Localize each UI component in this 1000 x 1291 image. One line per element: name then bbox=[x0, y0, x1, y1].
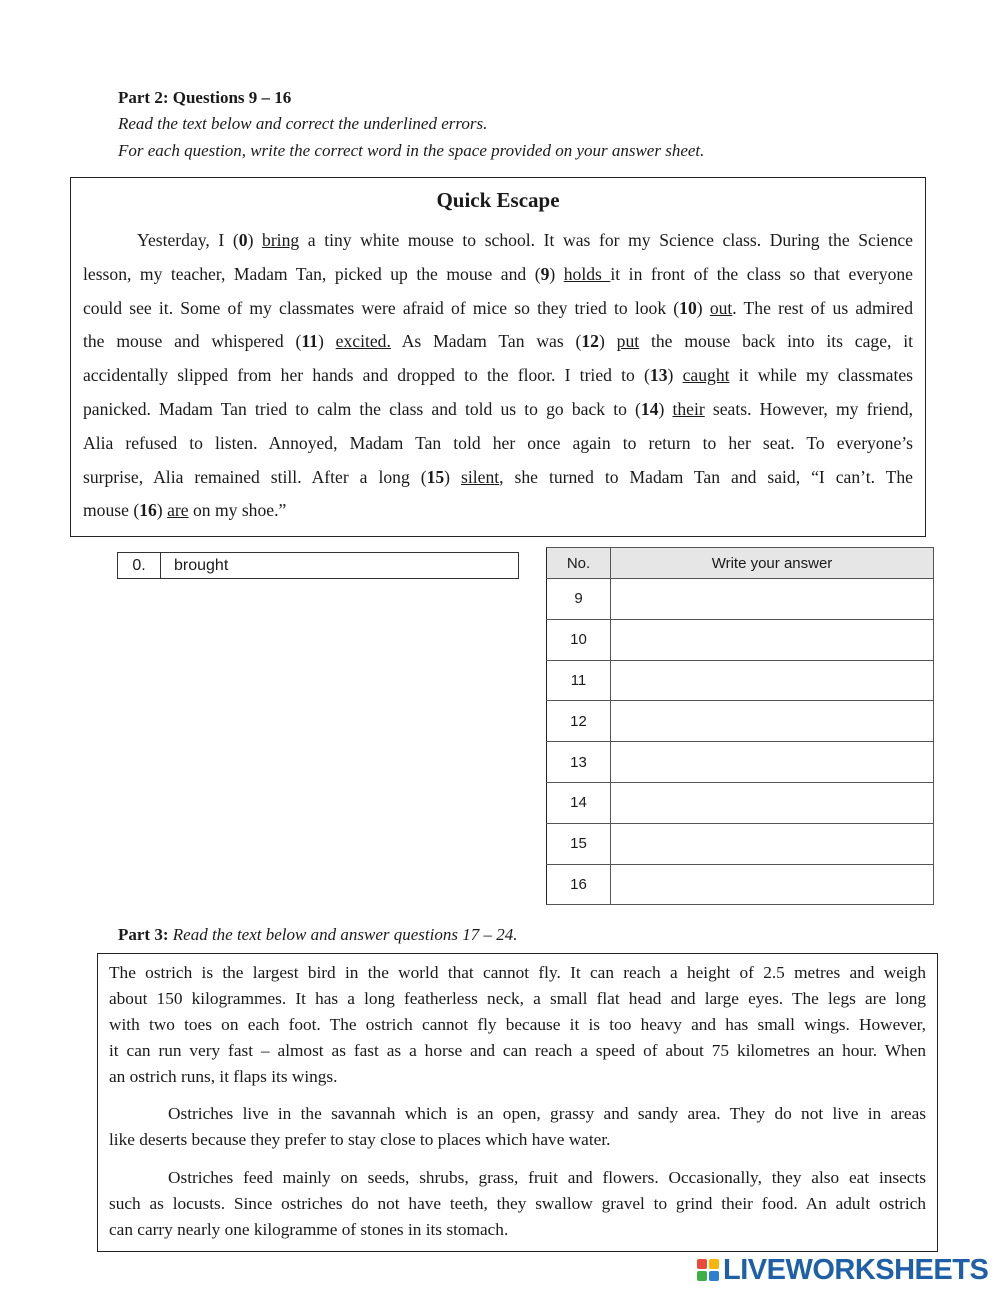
liveworksheets-logo-icon bbox=[697, 1259, 719, 1281]
story-text-segment: ) bbox=[667, 365, 683, 386]
question-number: 9 bbox=[540, 263, 550, 284]
story-text-segment: accidentally slipped from her hands and dropped to the floor. I tried to ( bbox=[83, 365, 650, 386]
answer-row bbox=[547, 660, 934, 701]
story-text-segment: ) bbox=[156, 500, 168, 521]
story-text-segment: , she turned to Madam Tan and said, “I can’t. The bbox=[499, 466, 913, 487]
story-text-segment: mouse ( bbox=[83, 500, 140, 521]
ostrich-paragraph bbox=[109, 960, 926, 1090]
ostrich-paragraph bbox=[109, 1101, 926, 1153]
story-line bbox=[83, 359, 913, 393]
story-line bbox=[83, 258, 913, 292]
story-box bbox=[70, 177, 926, 537]
part2-instruction-1: Read the text below and correct the underlined errors. bbox=[118, 114, 488, 133]
answer-row-number: 16 bbox=[547, 864, 611, 905]
story-title: Quick Escape bbox=[436, 188, 560, 212]
story-text-segment: a tiny white mouse to school. It was for my Science class. During the Science bbox=[299, 230, 913, 250]
answer-row bbox=[547, 742, 934, 783]
answer-input-cell[interactable] bbox=[611, 782, 934, 823]
story-line bbox=[83, 494, 913, 528]
story-line bbox=[83, 325, 913, 359]
story-text-segment: the mouse and whispered ( bbox=[83, 331, 302, 352]
story-text-segment: ) bbox=[549, 263, 564, 284]
story-line bbox=[83, 393, 913, 427]
story-text-segment: ) bbox=[598, 331, 617, 352]
story-text-segment: could see it. Some of my classmates were afraid of mice so they tried to look ( bbox=[83, 297, 680, 318]
question-number: 10 bbox=[679, 297, 697, 318]
story-line bbox=[83, 461, 913, 495]
underlined-error: bring bbox=[262, 230, 300, 250]
question-number: 15 bbox=[426, 466, 445, 487]
story-text-segment: surprise, Alia remained still. After a long ( bbox=[83, 466, 427, 487]
answer-input-cell[interactable] bbox=[611, 823, 934, 864]
story-text-segment: . The rest of us admired bbox=[732, 297, 913, 318]
part3-heading bbox=[118, 925, 517, 945]
ostrich-paragraph bbox=[109, 1165, 926, 1243]
underlined-error: silent bbox=[461, 466, 500, 487]
answer-input-cell[interactable] bbox=[611, 701, 934, 742]
answer-row bbox=[547, 579, 934, 620]
part3-label: Part 3: bbox=[118, 925, 169, 944]
answer-input-cell[interactable] bbox=[611, 579, 934, 620]
underlined-error: put bbox=[616, 331, 640, 352]
ostrich-line: like deserts because they prefer to stay close to places which have water. bbox=[109, 1130, 611, 1149]
question-number: 14 bbox=[640, 398, 659, 419]
underlined-error: their bbox=[672, 398, 705, 419]
part2-heading: Part 2: Questions 9 – 16 bbox=[118, 88, 292, 107]
answer-row-number: 11 bbox=[547, 660, 611, 701]
answer-row bbox=[547, 782, 934, 823]
story-text-segment: on my shoe.” bbox=[188, 500, 287, 521]
story-text-segment: ) bbox=[247, 230, 263, 250]
underlined-error: excited. bbox=[335, 331, 391, 352]
answer-row-number: 15 bbox=[547, 823, 611, 864]
answer-input-cell[interactable] bbox=[611, 864, 934, 905]
ostrich-line: an ostrich runs, it flaps its wings. bbox=[109, 1067, 338, 1086]
answer-table bbox=[546, 547, 934, 905]
underlined-error: are bbox=[167, 500, 189, 521]
answer-row-number: 10 bbox=[547, 619, 611, 660]
story-text-segment: lesson, my teacher, Madam Tan, picked up the mouse and ( bbox=[83, 263, 541, 284]
story-text bbox=[83, 224, 913, 528]
answer-table-header-no: No. bbox=[547, 548, 611, 579]
part2-instruction-2: For each question, write the correct word in the space provided on your answer sheet. bbox=[118, 141, 705, 160]
story-line bbox=[83, 224, 913, 258]
answer-row bbox=[547, 701, 934, 742]
liveworksheets-wordmark: LIVEWORKSHEETS bbox=[723, 1254, 989, 1286]
ostrich-text-box bbox=[97, 953, 938, 1252]
story-text-segment: ) bbox=[444, 466, 462, 487]
story-text-segment: ) bbox=[696, 297, 710, 318]
answer-row bbox=[547, 823, 934, 864]
answer-row-number: 14 bbox=[547, 782, 611, 823]
example-answer-box bbox=[117, 552, 519, 579]
story-text-segment: ) bbox=[317, 331, 336, 352]
answer-row-number: 12 bbox=[547, 701, 611, 742]
answer-row-number: 9 bbox=[547, 579, 611, 620]
story-text-segment: the mouse back into its cage, it bbox=[639, 331, 914, 352]
story-text-segment: Yesterday, I ( bbox=[137, 230, 239, 250]
ostrich-line: about 150 kilogrammes. It has a long featherless neck, a small flat head and large eyes. The legs are long bbox=[109, 989, 926, 1008]
ostrich-line: Ostriches live in the savannah which is an open, grassy and sandy area. They do not live in areas bbox=[168, 1104, 926, 1123]
ostrich-line: The ostrich is the largest bird in the world that cannot fly. It can reach a height of 2.5 metres and weigh bbox=[109, 963, 926, 982]
story-text-segment: it while my classmates bbox=[729, 365, 913, 386]
question-number: 16 bbox=[139, 500, 157, 521]
answer-input-cell[interactable] bbox=[611, 742, 934, 783]
underlined-error: caught bbox=[682, 365, 730, 386]
answer-input-cell[interactable] bbox=[611, 619, 934, 660]
underlined-error: out bbox=[709, 297, 733, 318]
question-number: 13 bbox=[649, 365, 668, 386]
example-number: 0. bbox=[118, 553, 161, 578]
question-number: 0 bbox=[238, 230, 248, 250]
story-text-segment: seats. However, my friend, bbox=[704, 398, 913, 419]
ostrich-line: such as locusts. Since ostriches do not have teeth, they swallow gravel to grind their food. An adult ostrich bbox=[109, 1194, 926, 1213]
answer-row bbox=[547, 619, 934, 660]
ostrich-line: with two toes on each foot. The ostrich cannot fly because it is too heavy and has small wings. However, bbox=[109, 1015, 926, 1034]
story-line bbox=[83, 427, 913, 461]
ostrich-line: can carry nearly one kilogramme of stones in its stomach. bbox=[109, 1220, 509, 1239]
answer-row bbox=[547, 864, 934, 905]
answer-input-cell[interactable] bbox=[611, 660, 934, 701]
question-number: 12 bbox=[581, 331, 599, 352]
story-text-segment: ) bbox=[658, 398, 673, 419]
ostrich-line: Ostriches feed mainly on seeds, shrubs, grass, fruit and flowers. Occasionally, they also eat insects bbox=[168, 1168, 926, 1187]
story-line bbox=[83, 292, 913, 326]
answer-table-header-answer: Write your answer bbox=[611, 548, 934, 579]
question-number: 11 bbox=[301, 331, 318, 352]
story-text-segment: panicked. Madam Tan tried to calm the class and told us to go back to ( bbox=[83, 398, 641, 419]
answer-row-number: 13 bbox=[547, 742, 611, 783]
ostrich-line: it can run very fast – almost as fast as a horse and can reach a speed of about 75 kilometres an hour. When bbox=[109, 1041, 926, 1060]
story-text-segment: Alia refused to listen. Annoyed, Madam Tan told her once again to return to her seat. To everyone’s bbox=[83, 432, 913, 453]
story-text-segment: As Madam Tan was ( bbox=[390, 331, 582, 352]
part3-instruction: Read the text below and answer questions 17 – 24. bbox=[168, 925, 518, 944]
example-answer: brought bbox=[174, 557, 229, 574]
underlined-error: holds bbox=[563, 263, 611, 284]
story-text-segment: it in front of the class so that everyone bbox=[610, 263, 913, 284]
